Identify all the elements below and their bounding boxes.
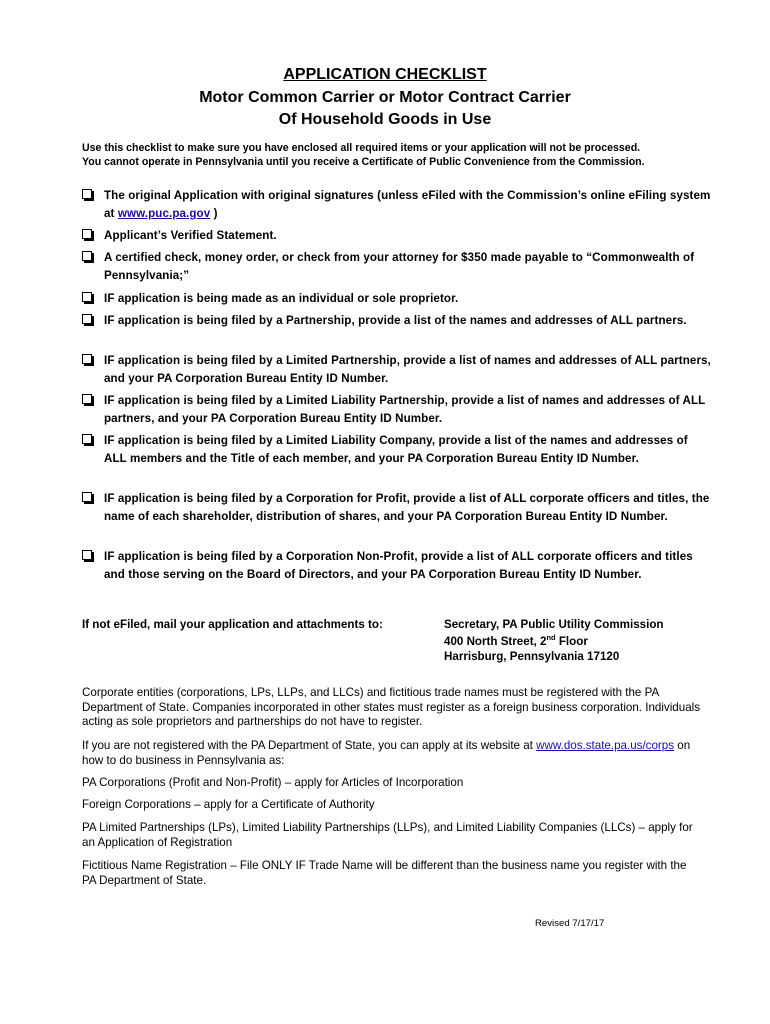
checklist-item-text: IF application is being filed by a Limited Liability Partnership, provide a list of names and addresses of ALL partners, and your PA Corporation Bureau Entity ID Number. — [104, 394, 706, 425]
dos-website-link[interactable]: www.dos.state.pa.us/corps — [536, 739, 675, 752]
revised-date: Revised 7/17/17 — [535, 918, 605, 929]
checkbox-icon[interactable] — [82, 189, 92, 199]
checklist-item-text: IF application is being made as an individual or sole proprietor. — [104, 292, 459, 305]
checkbox-icon[interactable] — [82, 434, 92, 444]
registration-paragraph: Corporate entities (corporations, LPs, LLPs, and LLCs) and fictitious trade names must be registered with the PA Department of State. Companies incorporated in other states must register as a foreign business corporation. Individuals acting as sole proprietors and partnerships do not have to register. — [82, 686, 701, 729]
checkbox-icon[interactable] — [82, 550, 92, 560]
dos-paragraph-text-end: on how to do business in Pennsylvania as: — [82, 739, 691, 767]
checklist-item-text: Applicant’s Verified Statement. — [104, 229, 277, 242]
limited-partnerships-line: PA Limited Partnerships (LPs), Limited Liability Partnerships (LLPs), and Limited Liability Companies (LLCs) – apply for an Application of Registration — [82, 821, 693, 849]
checklist-item-text: A certified check, money order, or check from your attorney for $350 made payable to “Commonwealth of Pennsylvania;” — [104, 251, 695, 282]
dos-paragraph-text: If you are not registered with the PA Department of State, you can apply at its website at — [82, 739, 537, 752]
intro-line2: You cannot operate in Pennsylvania until you receive a Certificate of Public Convenience from the Commission. — [82, 156, 645, 168]
address-line2-floor: Floor — [555, 634, 588, 648]
mailing-label: If not eFiled, mail your application and attachments to: — [82, 618, 383, 631]
checklist-item-text: The original Application with original signatures (unless eFiled with the Commission’s online eFiling system at — [104, 189, 711, 220]
checkbox-icon[interactable] — [82, 354, 92, 364]
address-line2-superscript: nd — [546, 633, 556, 642]
foreign-corporations-line: Foreign Corporations – apply for a Certificate of Authority — [82, 798, 375, 811]
fictitious-name-line: Fictitious Name Registration – File ONLY IF Trade Name will be different than the business name you register with the PA Department of State. — [82, 859, 687, 887]
dos-paragraph — [82, 739, 702, 768]
intro-line1: Use this checklist to make sure you have enclosed all required items or your application will not be processed. — [82, 142, 641, 154]
checklist-item-text: IF application is being filed by a Partnership, provide a list of the names and addresses of ALL partners. — [104, 314, 687, 327]
checkbox-icon[interactable] — [82, 394, 92, 404]
page-title: APPLICATION CHECKLIST — [283, 66, 487, 83]
puc-website-link[interactable]: www.puc.pa.gov — [117, 207, 211, 220]
page-subtitle-line1: Motor Common Carrier or Motor Contract Carrier — [199, 89, 571, 106]
checkbox-icon[interactable] — [82, 292, 92, 302]
checklist-item-text: IF application is being filed by a Corporation for Profit, provide a list of ALL corporate officers and titles, the name of each shareholder, distribution of shares, and your PA Corporation Bureau Entity ID Number. — [104, 492, 710, 523]
checkbox-icon[interactable] — [82, 492, 92, 502]
checklist-item-text: IF application is being filed by a Corporation Non-Profit, provide a list of ALL corporate officers and titles and those serving on the Board of Directors, and your PA Corporation Bureau Entity ID Number. — [104, 550, 693, 581]
address-line2 — [444, 633, 588, 648]
checkbox-icon[interactable] — [82, 229, 92, 239]
checklist-item-text: IF application is being filed by a Limited Partnership, provide a list of names and addresses of ALL partners, and your PA Corporation Bureau Entity ID Number. — [104, 354, 711, 385]
checklist-item-text-end: ) — [210, 207, 218, 220]
pa-corporations-line: PA Corporations (Profit and Non-Profit) – apply for Articles of Incorporation — [82, 776, 464, 789]
checkbox-icon[interactable] — [82, 314, 92, 324]
address-line2-street: 400 North Street, 2 — [444, 634, 547, 648]
address-line3: Harrisburg, Pennsylvania 17120 — [444, 650, 620, 663]
checkbox-icon[interactable] — [82, 251, 92, 261]
checklist-item-text: IF application is being filed by a Limited Liability Company, provide a list of the names and addresses of ALL members and the Title of each member, and your PA Corporation Bureau Entity ID Number. — [104, 434, 688, 465]
page-subtitle-line2: Of Household Goods in Use — [278, 111, 492, 128]
address-line1: Secretary, PA Public Utility Commission — [444, 618, 664, 631]
